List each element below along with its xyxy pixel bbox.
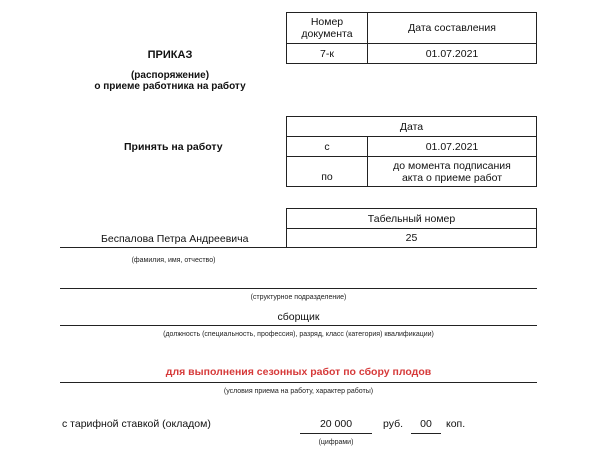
- order-subtitle-1: (распоряжение): [130, 70, 210, 81]
- salary-label: с тарифной ставкой (окладом): [62, 418, 211, 430]
- salary-caption: (цифрами): [318, 439, 354, 446]
- hire-from-label: с: [324, 140, 330, 153]
- tab-number-cell: [286, 228, 537, 248]
- hire-label: Принять на работу: [124, 141, 223, 153]
- position-line: [60, 325, 537, 326]
- position-value: сборщик: [277, 311, 320, 323]
- position-caption: (должность (специальность, профессия), разряд, класс (категория) квалификации): [163, 331, 434, 338]
- salary-kopecks-line: [411, 433, 441, 434]
- doc-number-value: 7-к: [320, 47, 334, 60]
- doc-date-header: [367, 12, 537, 44]
- hire-from-date-cell: [367, 136, 537, 157]
- hire-to-value: до момента подписания акта о приеме работ: [393, 159, 511, 184]
- conditions-caption: (условия приема на работу, характер работы): [223, 388, 374, 395]
- doc-number-header: [286, 12, 368, 44]
- salary-rubles: 20 000: [319, 418, 353, 430]
- hire-to-label-cell: [286, 156, 368, 187]
- hire-to-label: по: [321, 171, 333, 183]
- conditions-line: [60, 382, 537, 383]
- doc-date-cell: [367, 43, 537, 64]
- salary-kopecks: 00: [420, 418, 432, 430]
- order-subtitle-2: о приеме работника на работу: [94, 81, 246, 92]
- salary-kop-label: коп.: [446, 418, 466, 430]
- hire-to-value-cell: [367, 156, 537, 187]
- hire-from-date: 01.07.2021: [425, 140, 479, 153]
- salary-rubles-line: [300, 433, 372, 434]
- doc-date-value: 01.07.2021: [425, 47, 479, 60]
- salary-rub-label: руб.: [383, 418, 404, 430]
- employee-name-caption: (фамилия, имя, отчество): [131, 257, 216, 264]
- doc-number-header-text: Номер документа: [301, 16, 353, 40]
- doc-date-header-text: Дата составления: [408, 22, 496, 34]
- doc-number-cell: [286, 43, 368, 64]
- hire-date-header: [286, 116, 537, 137]
- tab-number-header-text: Табельный номер: [367, 212, 456, 225]
- department-line: [60, 288, 537, 289]
- conditions-value: для выполнения сезонных работ по сбору плодов: [165, 366, 432, 378]
- employee-name: Беспалова Петра Андреевича: [101, 233, 249, 245]
- hire-from-label-cell: [286, 136, 368, 157]
- employee-name-line: [60, 247, 287, 248]
- tab-number-header: [286, 208, 537, 229]
- department-caption: (структурное подразделение): [250, 294, 347, 301]
- hire-date-header-text: Дата: [399, 120, 424, 133]
- tab-number-value: 25: [405, 232, 418, 244]
- order-title: ПРИКАЗ: [147, 49, 193, 61]
